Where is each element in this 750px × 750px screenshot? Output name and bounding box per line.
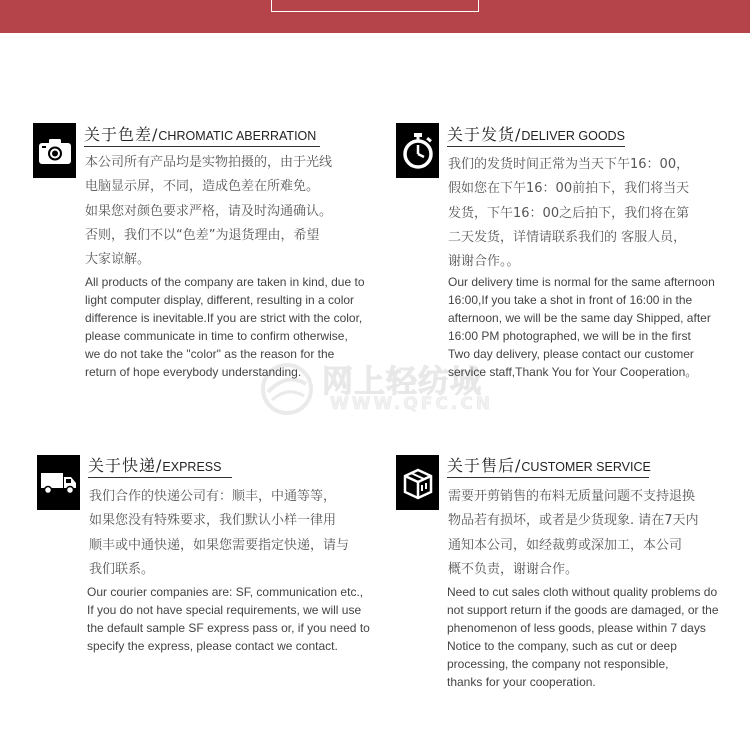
en-line: return of hope everybody understanding. bbox=[85, 365, 302, 379]
cn-line: 需要开剪销售的布料无质量问题不支持退换 bbox=[448, 489, 696, 504]
en-line: processing, the company not responsible, bbox=[447, 657, 669, 671]
cn-line: 假如您在下午16：00前拍下，我们将当天 bbox=[448, 181, 690, 197]
cn-line: 如果您没有特殊要求，我们默认小样一律用 bbox=[89, 513, 337, 529]
title-en: CUSTOMER SERVICE bbox=[521, 460, 651, 474]
cn-paragraph bbox=[85, 151, 332, 272]
en-paragraph bbox=[85, 273, 365, 381]
package-icon-box bbox=[396, 455, 439, 510]
cn-line: 物品若有损坏，或者是少货现象. 请在7天内 bbox=[448, 513, 699, 529]
en-paragraph bbox=[87, 583, 370, 655]
title-cn: 关于发货/ bbox=[447, 125, 522, 144]
title-cn: 关于快递/ bbox=[88, 456, 163, 475]
en-paragraph bbox=[448, 273, 715, 381]
en-line: the default sample SF express pass or, if you need to bbox=[87, 621, 370, 635]
cn-line: 如果您对颜色要求严格，请及时沟通确认。 bbox=[85, 203, 333, 219]
en-line: afternoon, we will be the same day Shipped, after bbox=[448, 311, 711, 325]
en-line: If you do not have special requirements, we will use bbox=[87, 603, 362, 617]
cn-line: 否则，我们不以“色差”为退货理由，希望 bbox=[85, 227, 320, 243]
cn-line: 我们合作的快递公司有：顺丰，中通等等， bbox=[89, 489, 337, 504]
en-line: specify the express, please contact we contact. bbox=[87, 639, 338, 653]
en-paragraph bbox=[447, 583, 737, 689]
stopwatch-icon bbox=[402, 132, 434, 170]
section-title bbox=[88, 453, 232, 478]
delivery-truck-icon bbox=[40, 471, 78, 495]
camera-icon-box bbox=[33, 123, 76, 178]
banner-frame bbox=[271, 0, 479, 12]
title-en: EXPRESS bbox=[162, 460, 222, 474]
truck-icon-box bbox=[37, 455, 80, 510]
camera-icon bbox=[38, 137, 72, 165]
cn-line: 电脑显示屏，不同，造成色差在所难免。 bbox=[85, 179, 320, 195]
section-title bbox=[447, 453, 649, 478]
section-title bbox=[84, 122, 320, 147]
watermark-text-cn: 网上轻纺城 bbox=[322, 364, 482, 400]
cn-paragraph bbox=[448, 153, 689, 274]
cn-line: 概不负责，谢谢合作。 bbox=[448, 561, 579, 577]
title-en: DELIVER GOODS bbox=[521, 129, 625, 143]
en-line: light computer display, different, resulting in a color bbox=[85, 293, 355, 307]
cn-line: 谢谢合作。。 bbox=[448, 254, 520, 270]
en-line: Need to cut sales cloth without quality problems do bbox=[447, 585, 718, 599]
en-line: please communicate in time to confirm otherwise, bbox=[85, 329, 348, 343]
cn-paragraph bbox=[448, 485, 699, 582]
en-line: we do not take the "color" as the reason for the bbox=[85, 347, 335, 361]
package-box-icon bbox=[401, 466, 435, 500]
cn-line: 发货，下午16：00之后拍下，我们将在第 bbox=[448, 205, 690, 221]
watermark-text-en: WWW.QFC.CN bbox=[330, 394, 494, 414]
cn-line: 大家谅解。 bbox=[85, 252, 151, 268]
cn-line: 二天发货，详情请联系我们的 客服人员， bbox=[448, 229, 687, 245]
en-line: phenomenon of less goods, please within 7 days bbox=[447, 621, 706, 635]
en-line: Notice to the company, such as cut or deep bbox=[447, 639, 677, 653]
en-line: Two day delivery, please contact our customer bbox=[448, 347, 694, 361]
section-title bbox=[447, 122, 625, 147]
en-line: service staff,Thank You for Your Cooperation。 bbox=[448, 365, 698, 379]
en-line: thanks for your cooperation. bbox=[447, 675, 596, 689]
cn-line: 本公司所有产品均是实物拍摄的，由于光线 bbox=[85, 155, 333, 170]
title-cn: 关于色差/ bbox=[84, 125, 159, 144]
cn-paragraph bbox=[89, 485, 349, 582]
en-line: Our courier companies are: SF, communication etc., bbox=[87, 585, 364, 599]
en-line: Our delivery time is normal for the same afternoon bbox=[448, 275, 715, 289]
title-en: CHROMATIC ABERRATION bbox=[158, 129, 317, 143]
cn-line: 我们的发货时间正常为当天下午16：00， bbox=[448, 157, 690, 172]
en-line: 16:00 PM photographed, we will be in the first bbox=[448, 329, 691, 343]
en-line: 16:00,If you take a shot in front of 16:00 in the bbox=[448, 293, 693, 307]
top-banner bbox=[0, 0, 750, 33]
stopwatch-icon-box bbox=[396, 123, 439, 178]
en-line: not support return if the goods are damaged, or the bbox=[447, 603, 719, 617]
cn-line: 顺丰或中通快递，如果您需要指定快递，请与 bbox=[89, 537, 350, 553]
en-line: All products of the company are taken in kind, due to bbox=[85, 275, 365, 289]
title-cn: 关于售后/ bbox=[447, 456, 522, 475]
cn-line: 通知本公司，如经裁剪或深加工，本公司 bbox=[448, 537, 683, 553]
en-line: difference is inevitable.If you are strict with the color, bbox=[85, 311, 363, 325]
cn-line: 我们联系。 bbox=[89, 561, 155, 577]
